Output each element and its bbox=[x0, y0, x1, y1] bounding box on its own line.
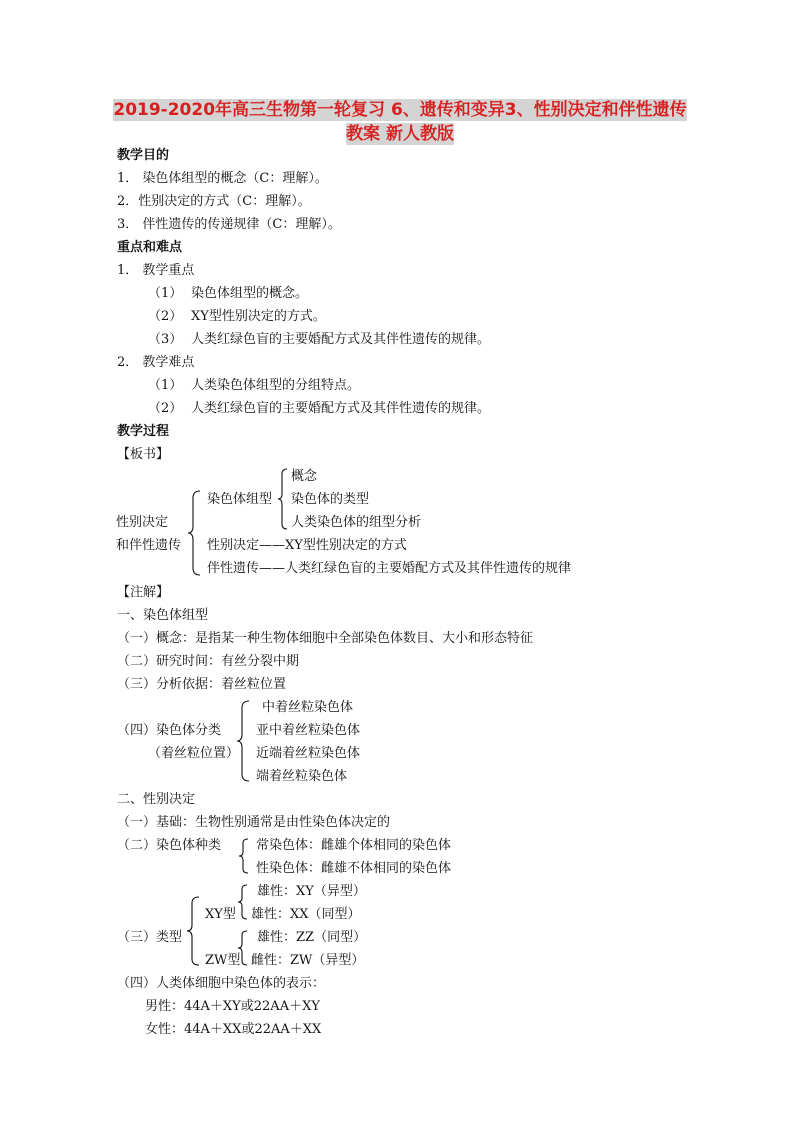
zw-type-item: 雌性：ZW（异型） bbox=[251, 953, 365, 968]
difficult-item-number: （2） bbox=[148, 401, 183, 416]
section1-heading: 一、染色体组型 bbox=[117, 608, 209, 623]
chromosome-types-brace bbox=[238, 838, 250, 874]
board-subitem: 染色体的类型 bbox=[291, 492, 370, 507]
focus-item-text: 人类红绿色盲的主要婚配方式及其伴性遗传的规律。 bbox=[191, 332, 491, 347]
chromosome-class-item: 端着丝粒染色体 bbox=[256, 769, 348, 784]
objectives-heading: 教学目的 bbox=[117, 148, 170, 163]
key-points-heading: 重点和难点 bbox=[117, 240, 183, 255]
focus-item-number: （3） bbox=[148, 332, 183, 347]
document-title-line-1: 2019-2020年高三生物第一轮复习 6、遗传和变异3、性别决定和伴性遗传 bbox=[113, 100, 687, 120]
focus-item-number: （2） bbox=[148, 309, 183, 324]
board-label: 【板书】 bbox=[117, 447, 170, 462]
chromosome-class-label-2: （着丝粒位置） bbox=[148, 746, 240, 761]
karyotype-period: （二）研究时间：有丝分裂中期 bbox=[117, 654, 300, 669]
zw-type-brace bbox=[237, 930, 249, 966]
karyotype-basis: （三）分析依据：着丝粒位置 bbox=[117, 677, 287, 692]
xy-type-label: XY型 bbox=[205, 907, 236, 922]
board-root-line-2: 和伴性遗传 bbox=[116, 538, 182, 553]
sex-basis: （一）基础：生物性别通常是由性染色体决定的 bbox=[117, 815, 391, 830]
focus-title: 1． 教学重点 bbox=[117, 263, 195, 278]
board-branch-karyotype: 染色体组型 bbox=[207, 492, 273, 507]
karyotype-concept: （一）概念：是指某一种生物体细胞中全部染色体数目、大小和形态特征 bbox=[117, 631, 534, 646]
section2-heading: 二、性别决定 bbox=[117, 792, 196, 807]
difficult-item-text: 人类红绿色盲的主要婚配方式及其伴性遗传的规律。 bbox=[191, 401, 491, 416]
objective-item: 3． 伴性遗传的传递规律（C：理解）。 bbox=[117, 217, 341, 232]
xy-type-brace bbox=[237, 884, 249, 920]
board-branch-sex-linked: 伴性遗传——人类红绿色盲的主要婚配方式及其伴性遗传的规律 bbox=[207, 561, 572, 576]
board-branch-sex-determination: 性别决定——XY型性别决定的方式 bbox=[207, 538, 407, 553]
human-karyotype-label: （四）人类体细胞中染色体的表示： bbox=[117, 976, 326, 991]
chromosome-class-item: 中着丝粒染色体 bbox=[262, 700, 354, 715]
focus-item-text: 染色体组型的概念。 bbox=[191, 286, 309, 301]
sex-type-label: （三）类型 bbox=[117, 930, 183, 945]
notes-label: 【注解】 bbox=[117, 585, 170, 600]
focus-item-number: （1） bbox=[148, 286, 183, 301]
chromosome-class-brace bbox=[236, 700, 252, 782]
difficult-item-number: （1） bbox=[148, 378, 183, 393]
board-subitem: 概念 bbox=[291, 469, 318, 484]
xy-type-item: 雄性：XY（异型） bbox=[257, 884, 366, 899]
xy-type-item: 雄性：XX（同型） bbox=[251, 907, 361, 922]
chromosome-class-label-1: （四）染色体分类 bbox=[117, 723, 222, 738]
zw-type-item: 雄性：ZZ（同型） bbox=[257, 930, 367, 945]
objective-item: 1． 染色体组型的概念（C：理解）。 bbox=[117, 171, 328, 186]
female-karyotype: 女性：44A＋XX或22AA＋XX bbox=[145, 1022, 322, 1037]
chromosome-type-item: 常染色体：雌雄个体相同的染色体 bbox=[256, 838, 452, 853]
focus-item-text: XY型性别决定的方式。 bbox=[191, 309, 326, 324]
male-karyotype: 男性：44A＋XY或22AA＋XY bbox=[145, 999, 320, 1014]
chromosome-type-item: 性染色体：雌雄不体相同的染色体 bbox=[256, 861, 452, 876]
chromosome-class-item: 近端着丝粒染色体 bbox=[256, 746, 361, 761]
difficult-item-text: 人类染色体组型的分组特点。 bbox=[191, 378, 361, 393]
board-inner-brace bbox=[277, 468, 289, 530]
document-title-line-2: 教案 新人教版 bbox=[346, 124, 454, 144]
difficult-title: 2． 教学难点 bbox=[117, 355, 195, 370]
objective-item: 2．性别决定的方式（C：理解）。 bbox=[117, 194, 311, 209]
chromosome-types-label: （二）染色体种类 bbox=[117, 838, 222, 853]
board-subitem: 人类染色体的组型分析 bbox=[291, 515, 422, 530]
board-left-brace bbox=[187, 490, 203, 576]
process-heading: 教学过程 bbox=[117, 424, 170, 439]
zw-type-label: ZW型 bbox=[205, 953, 241, 968]
board-root-line-1: 性别决定 bbox=[116, 515, 169, 530]
sex-type-brace bbox=[186, 896, 202, 966]
chromosome-class-item: 亚中着丝粒染色体 bbox=[256, 723, 361, 738]
